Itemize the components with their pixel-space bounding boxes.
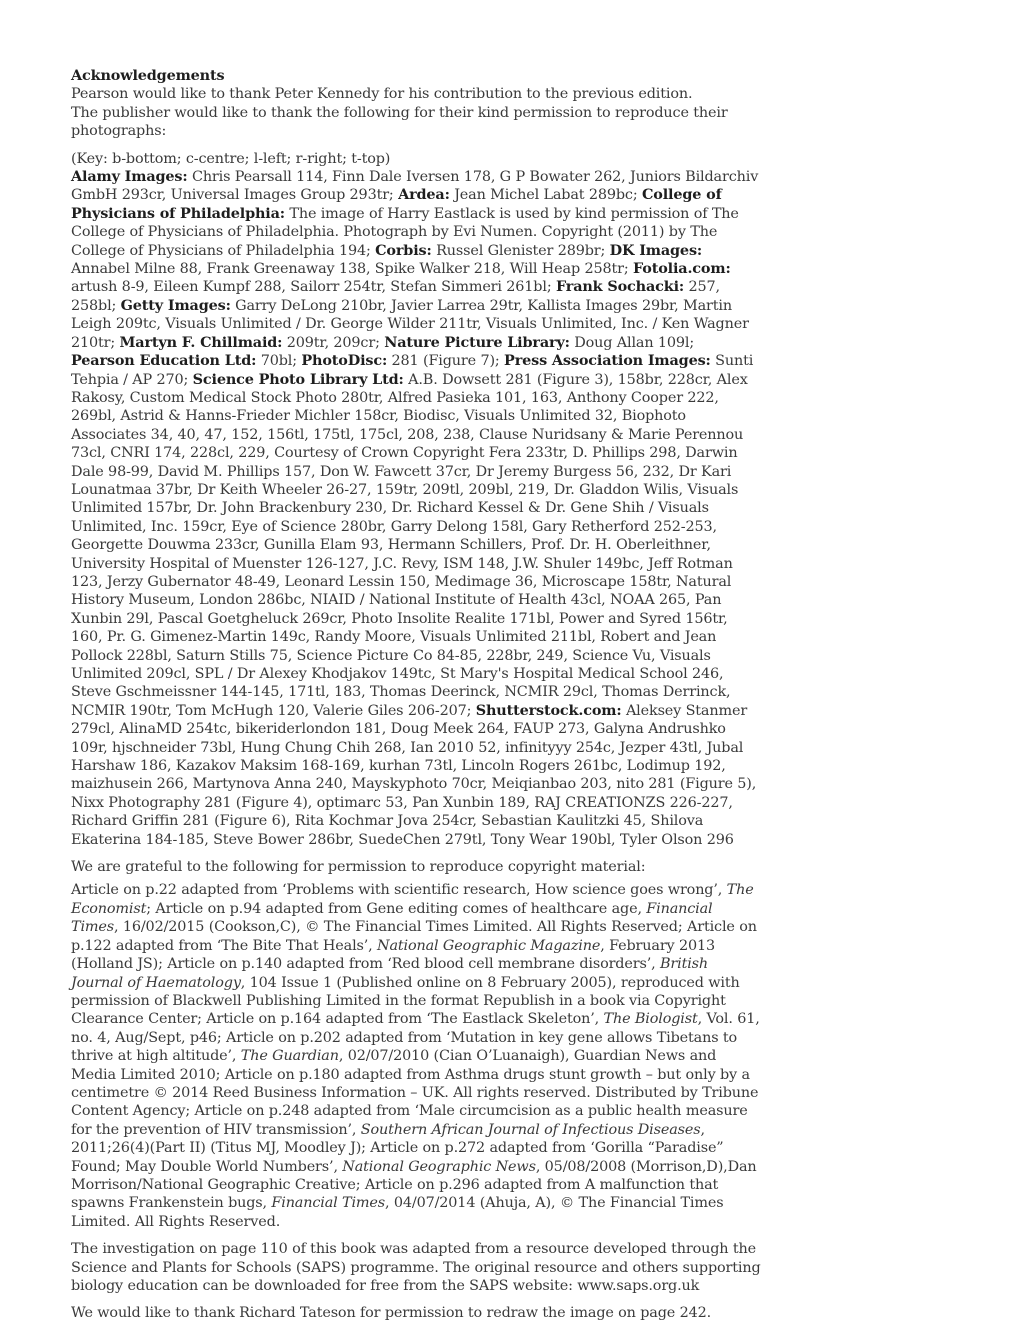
- credit-agency: Ardea:: [398, 186, 450, 204]
- copyright-text: Article on p.22 adapted from ‘Problems with scientific research, How science goes wrong’,: [71, 882, 727, 899]
- credit-agency: Pearson Education Ltd:: [71, 352, 257, 370]
- credit-agency: College of Physicians of Philadelphia:: [71, 186, 722, 222]
- credit-agency: Martyn F. Chillmaid:: [119, 333, 283, 351]
- credit-text: artush 8-9, Eileen Kumpf 288, Sailorr 254tr, Stefan Simmeri 261bl;: [71, 279, 556, 296]
- credit-agency: Press Association Images:: [504, 352, 711, 370]
- intro-text: Pearson would like to thank Peter Kennedy for his contribution to the previous edition.: [71, 86, 693, 103]
- credit-agency: Corbis:: [375, 241, 432, 259]
- copyright-credits: [71, 881, 761, 1231]
- credit-text: Aleksey Stanmer 279cl, AlinaMD 254tc, bikeriderlondon 181, Doug Meek 264, FAUP 273, Galyna Andrushko 109r, hjschneider 73bl, Hung Chung Chih 268, Ian 2010 52, infinityyy 254c, Jezper 43tl, Jubal Harshaw 186, Kazakov Maksim 168-169, kurhan 73tl, Lincoln Rogers 261bc, Lodimup 192, maizhusein 266, Martynova Anna 240, Mayskyphoto 70cr, Meiqianbao 203, nito 281 (Figure 5), Nixx Photography 281 (Figure 4), optimarc 53, Pan Xunbin 189, RAJ CREATIONZS 226-227, Richard Griffin 281 (Figure 6), Rita Kochmar Jova 254cr, Sebastian Kaulitzki 45, Shilova Ekaterina 184-185, Steve Bower 286br, SuedeChen 279tl, Tony Wear 190bl, Tyler Olson 296: [71, 702, 757, 848]
- credit-text: Sunti Tehpia / AP 270;: [71, 353, 754, 388]
- publication-title: The Biologist: [603, 1011, 698, 1028]
- credit-text: Jean Michel Labat 289bc;: [449, 187, 642, 204]
- copyright-intro: We are grateful to the following for permission to reproduce copyright material:: [71, 859, 646, 876]
- credit-text: A.B. Dowsett 281 (Figure 3), 158br, 228cr, Alex Rakosy, Custom Medical Stock Photo 280tr, Alfred Pasieka 101, 163, Anthony Cooper 222, 269bl, Astrid & Hanns-Frieder Michler 158cr, Biodisc, Visuals Unlimited 32, Biophoto Associates 34, 40, 47, 152, 156tl, 175tl, 175cl, 208, 238, Clause Nuridsany & Marie Perennou 73cl, CNRI 174, 228cl, 229, Courtesy of Crown Copyright Fera 233tr, D. Phillips 298, Darwin Dale 98-99, David M. Phillips 157, Don W. Fawcett 37cr, Dr Jeremy Burgess 56, 232, Dr Kari Lounatmaa 37br, Dr Keith Wheeler 26-27, 159tr, 209tl, 209bl, 219, Dr. Gladdon Wilis, Visuals Unlimited 157br, Dr. John Brackenbury 230, Dr. Richard Kessel & Dr. Gene Shih / Visuals Unlimited, Inc. 159cr, Eye of Science 280br, Garry Delong 158l, Gary Retherford 252-253, Georgette Douwma 233cr, Gunilla Elam 93, Hermann Schillers, Prof. Dr. H. Oberleithner, University Hospital of Muenster 126-127, J.C. Revy, ISM 148, J.W. Shuler 149bc, Jeff Rotman 123, Jerzy Gubernator 48-49, Leonard Lessin 150, Medimage 36, Microscape 158tr, Natural History Museum, London 286bc, NIAID / National Institute of Health 43cl, NOAA 265, Pan Xunbin 29l, Pascal Goetgheluck 269cr, Photo Insolite Realite 171bl, Power and Syred 156tr, 160, Pr. G. Gimenez-Martin 149c, Randy Moore, Visuals Unlimited 211bl, Robert and Jean Pollock 228bl, Saturn Stills 75, Science Picture Co 84-85, 228br, 249, Science Vu, Visuals Unlimited 209cl, SPL / Dr Alexey Khodjakov 149tc, St Mary's Hospital Medical School 246, Steve Gschmeissner 144-145, 171tl, 183, Thomas Deerinck, NCMIR 29cl, Thomas Derrinck, NCMIR 190tr, Tom McHugh 120, Valerie Giles 206-207;: [71, 371, 748, 719]
- credit-agency: DK Images:: [609, 241, 703, 259]
- copyright-text: , 05/08/2008 (Morrison,D),Dan Morrison/National Geographic Creative; Article on p.296 adapted from A malfunction that spawns Frankenstein bugs,: [71, 1158, 757, 1212]
- publication-title: Financial Times: [271, 1195, 386, 1212]
- credit-text: 209tr, 209cr;: [282, 334, 385, 351]
- credit-text: Garry DeLong 210br, Javier Larrea 29tr, Kallista Images 29br, Martin Leigh 209tc, Visuals Unlimited / Dr. George Wilder 211tr, Visuals Unlimited, Inc. / Ken Wagner 210tr;: [71, 297, 749, 351]
- credit-text: 70bl;: [256, 353, 302, 370]
- copyright-text: , 04/07/2014 (Ahuja, A), © The Financial Times Limited. All Rights Reserved.: [71, 1195, 724, 1230]
- copyright-text: , 02/07/2010 (Cian O’Luanaigh), Guardian News and Media Limited 2010; Article on p.180 adapted from Asthma drugs stunt growth – but only by a centimetre © 2014 Reed Business Information – UK. All rights reserved. Distributed by Tribune Content Agency; Article on p.248 adapted from ‘Male circumcision as a public health measure for the prevention of HIV transmission’,: [71, 1048, 759, 1138]
- credit-text: Doug Allan 109l;: [569, 334, 695, 351]
- publication-title: National Geographic Magazine: [377, 937, 601, 954]
- copyright-text: , 16/02/2015 (Cookson,C), © The Financial Times Limited. All Rights Reserved; Article on p.122 adapted from ‘The Bite That Heals’,: [71, 919, 757, 954]
- publication-title: The Guardian: [240, 1048, 339, 1065]
- copyright-text: , Vol. 61, no. 4, Aug/Sept, p46; Article on p.202 adapted from ‘Mutation in key gene allows Tibetans to thrive at high altitude’,: [71, 1011, 760, 1065]
- photo-credits: [71, 168, 761, 849]
- copyright-text: , February 2013 (Holland JS); Article on p.140 adapted from ‘Red blood cell membrane disorders’,: [71, 937, 715, 973]
- credit-agency: PhotoDisc:: [301, 352, 388, 370]
- investigation-text: The investigation on page 110 of this book was adapted from a resource developed through the Science and Plants for Schools (SAPS) programme. The original resource and others supporting biology education can be downloaded for free from the SAPS website: www.saps.org.uk: [71, 1241, 761, 1294]
- publication-title: Southern African Journal of Infectious Diseases: [360, 1121, 701, 1138]
- credit-agency: Frank Sochacki:: [555, 278, 685, 296]
- credit-text: The image of Harry Eastlack is used by kind permission of The College of Physicians of Philadelphia. Photograph by Evi Numen. Copyright (2011) by The College of Physicians of Philadelphia 194;: [71, 205, 739, 259]
- publication-title: National Geographic News: [342, 1158, 536, 1175]
- publication-title: The Economist: [71, 882, 754, 917]
- credit-text: Annabel Milne 88, Frank Greenaway 138, Spike Walker 218, Will Heap 258tr;: [71, 261, 633, 278]
- credit-agency: Fotolia.com:: [632, 260, 731, 278]
- copyright-text: , 104 Issue 1 (Published online on 8 February 2005), reproduced with permission of Blackwell Publishing Limited in the format Republish in a book via Copyright Clearance Center; Article on p.164 adapted from ‘The Eastlack Skeleton’,: [71, 974, 740, 1028]
- acknowledgements-page: [71, 67, 761, 1323]
- credit-text: Russel Glenister 289br;: [431, 242, 610, 259]
- credit-text: Chris Pearsall 114, Finn Dale Iversen 178, G P Bowater 262, Juniors Bildarchiv GmbH 293cr, Universal Images Group 293tr;: [71, 169, 759, 204]
- copyright-text: , 2011;26(4)(Part II) (Titus MJ, Moodley J); Article on p.272 adapted from ‘Gorilla “Paradise” Found; May Double World Numbers’,: [71, 1121, 724, 1175]
- thanks-text: We would like to thank Richard Tateson for permission to redraw the image on page 242.: [71, 1305, 712, 1322]
- credit-agency: Science Photo Library Ltd:: [192, 370, 404, 388]
- publication-title: Financial Times: [71, 900, 713, 936]
- credit-agency: Shutterstock.com:: [475, 701, 622, 719]
- key-text: (Key: b-bottom; c-centre; l-left; r-right; t-top): [71, 150, 391, 167]
- credit-text: 281 (Figure 7);: [387, 353, 505, 370]
- credit-text: 257, 258bl;: [71, 279, 720, 314]
- page-heading: Acknowledgements: [71, 67, 225, 84]
- publication-title: British Journal of Haematology: [71, 956, 709, 991]
- credit-agency: Getty Images:: [120, 296, 231, 314]
- intro-text: The publisher would like to thank the following for their kind permission to reproduce their photographs:: [71, 104, 728, 140]
- credit-agency: Nature Picture Library:: [384, 333, 570, 351]
- credit-agency: Alamy Images:: [71, 168, 188, 186]
- copyright-text: ; Article on p.94 adapted from Gene editing comes of healthcare age,: [146, 900, 647, 917]
